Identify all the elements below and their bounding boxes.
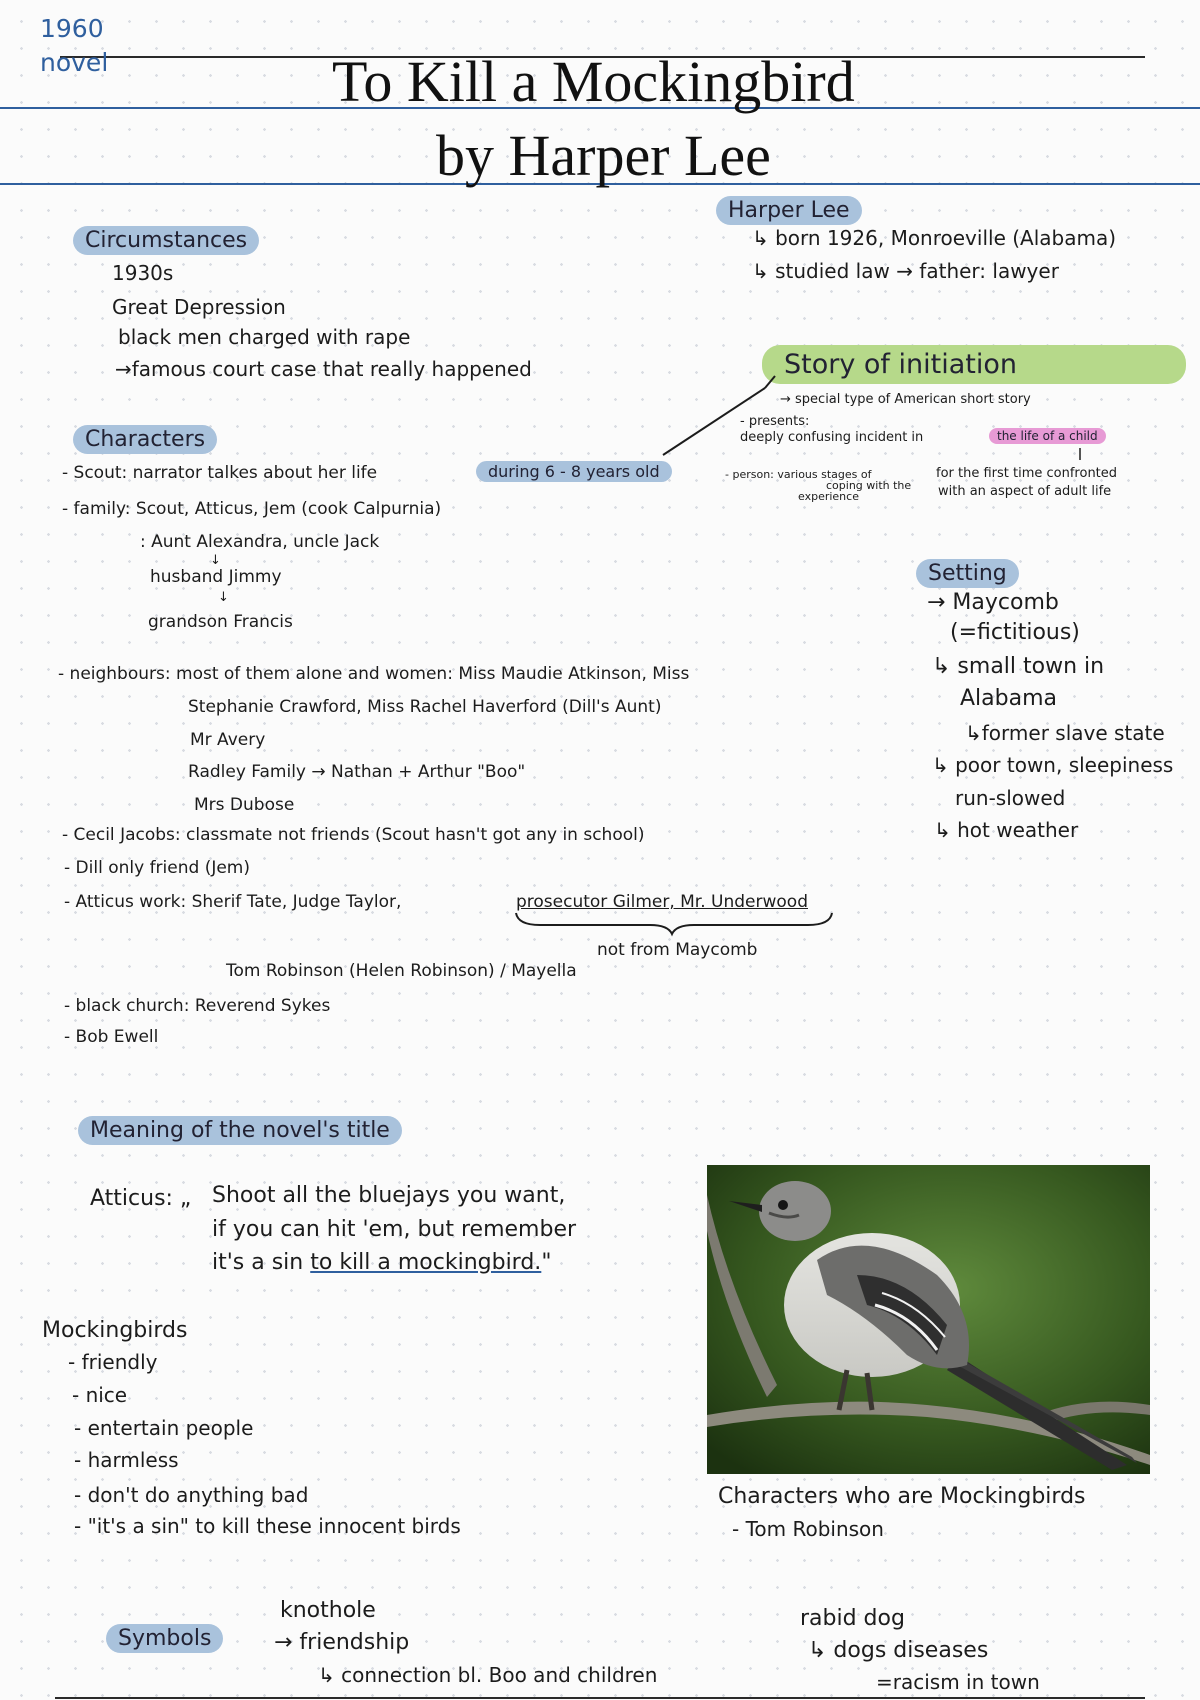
neighbours-line-2: Stephanie Crawford, Miss Rachel Haverford (Dill's Aunt) — [188, 697, 662, 717]
setting-item-8: ↳ hot weather — [934, 818, 1079, 842]
initiation-line-1: → special type of American short story — [780, 392, 1031, 407]
neighbours-line-4: Radley Family → Nathan + Arthur "Boo" — [188, 762, 526, 782]
person-label: - person: various stages of — [725, 468, 872, 481]
age-highlight: during 6 - 8 years old — [476, 461, 672, 482]
prosecutor-underlined: prosecutor Gilmer, Mr. Underwood — [516, 892, 808, 912]
rabid-dog: rabid dog — [800, 1606, 905, 1631]
church-line: - black church: Reverend Sykes — [64, 996, 331, 1016]
quote-line-1: Shoot all the bluejays you want, — [212, 1183, 566, 1208]
family-line: - family: Scout, Atticus, Jem (cook Calpurnia) — [62, 499, 442, 519]
setting-item-5: ↳former slave state — [965, 721, 1165, 745]
setting-item-3: ↳ small town in — [932, 654, 1105, 679]
page-title: To Kill a Mockingbird — [332, 49, 855, 114]
quote-line-3-pre: it's a sin — [212, 1250, 304, 1275]
setting-item-4: Alabama — [960, 686, 1058, 711]
mockingbird-photo — [707, 1165, 1150, 1474]
initiation-line-2: - presents: — [740, 414, 810, 429]
neighbours-line-5: Mrs Dubose — [194, 795, 295, 815]
grandson-line: grandson Francis — [148, 612, 293, 632]
bob-line: - Bob Ewell — [64, 1027, 159, 1047]
initiation-heading: Story of initiation — [762, 345, 1186, 384]
scout-line: - Scout: narrator talkes about her life — [62, 463, 378, 483]
mockingbirds-item-6: - "it's a sin" to kill these innocent birds — [74, 1514, 461, 1538]
not-from-maycomb: not from Maycomb — [597, 940, 758, 960]
harper-lee-item-1: ↳ born 1926, Monroeville (Alabama) — [752, 226, 1117, 250]
mockingbird-characters-heading: Characters who are Mockingbirds — [718, 1484, 1086, 1509]
mockingbirds-heading: Mockingbirds — [42, 1318, 188, 1343]
quote-line-2: if you can hit 'em, but remember — [212, 1217, 577, 1242]
mockingbirds-item-5: - don't do anything bad — [74, 1483, 309, 1507]
circumstances-heading: Circumstances — [73, 226, 259, 255]
friendship: → friendship — [274, 1630, 410, 1655]
page-subtitle: by Harper Lee — [436, 123, 771, 188]
setting-item-7: run-slowed — [955, 786, 1066, 810]
mockingbirds-item-4: - harmless — [74, 1448, 179, 1472]
racism-in-town: =racism in town — [876, 1670, 1040, 1694]
person-sub-1: coping with the — [826, 479, 912, 492]
setting-heading: Setting — [916, 559, 1019, 588]
knothole: knothole — [280, 1598, 376, 1623]
symbols-heading: Symbols — [106, 1624, 223, 1653]
first-time-2: with an aspect of adult life — [938, 484, 1112, 499]
neighbours-line-1: - neighbours: most of them alone and women: Miss Maudie Atkinson, Miss — [58, 664, 690, 684]
setting-item-6: ↳ poor town, sleepiness — [932, 753, 1174, 777]
mockingbirds-item-2: - nice — [72, 1383, 128, 1407]
person-sub-2: experience — [798, 490, 859, 503]
husband-line: husband Jimmy — [150, 567, 282, 587]
first-time-1: for the first time confronted — [936, 466, 1118, 481]
note-type: novel — [40, 48, 109, 77]
quote-line-3 — [212, 1250, 551, 1275]
arrow-down-1: ↓ — [210, 553, 221, 568]
mockingbird-characters-item-1: - Tom Robinson — [732, 1517, 884, 1541]
circumstances-item-4: →famous court case that really happened — [115, 357, 532, 381]
circumstances-item-1: 1930s — [112, 261, 174, 285]
quote-close: " — [541, 1250, 552, 1275]
harper-lee-heading: Harper Lee — [716, 196, 862, 225]
footer-line — [55, 1697, 1145, 1699]
aunt-line: : Aunt Alexandra, uncle Jack — [140, 532, 380, 552]
connection: ↳ connection bl. Boo and children — [318, 1663, 658, 1687]
dill-line: - Dill only friend (Jem) — [64, 858, 250, 878]
meaning-heading: Meaning of the novel's title — [78, 1116, 402, 1145]
characters-heading: Characters — [73, 425, 217, 454]
dogs-diseases: ↳ dogs diseases — [808, 1638, 989, 1663]
harper-lee-item-2: ↳ studied law → father: lawyer — [752, 259, 1059, 283]
note-year: 1960 — [40, 14, 104, 43]
arrow-down-2: ↓ — [218, 590, 229, 605]
child-highlight: the life of a child — [989, 428, 1106, 444]
setting-item-2: (=fictitious) — [950, 620, 1080, 645]
cecil-line: - Cecil Jacobs: classmate not friends (Scout hasn't got any in school) — [62, 825, 645, 845]
mockingbirds-item-3: - entertain people — [74, 1416, 254, 1440]
tom-line: Tom Robinson (Helen Robinson) / Mayella — [226, 961, 577, 981]
circumstances-item-2: Great Depression — [112, 295, 286, 319]
mockingbirds-item-1: - friendly — [68, 1350, 158, 1374]
neighbours-line-3: Mr Avery — [190, 730, 266, 750]
setting-item-1: → Maycomb — [927, 590, 1059, 615]
initiation-line-3: deeply confusing incident in — [740, 430, 924, 445]
atticus-line: - Atticus work: Sherif Tate, Judge Taylor, — [64, 892, 402, 912]
quote-speaker: Atticus: „ — [90, 1186, 192, 1211]
quote-underlined: to kill a mockingbird. — [310, 1250, 542, 1275]
circumstances-item-3: black men charged with rape — [118, 325, 411, 349]
